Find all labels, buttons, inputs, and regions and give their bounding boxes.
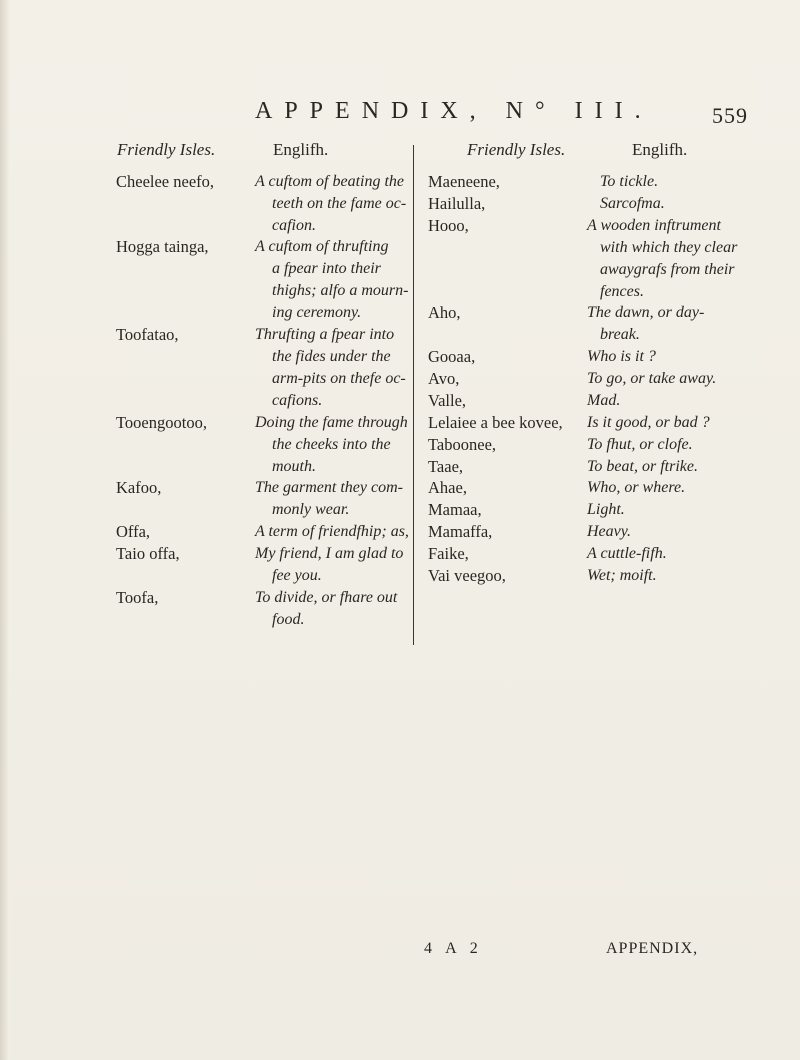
right-definition-line: A wooden inftrument [587, 217, 721, 234]
left-definition-line: cafions. [272, 392, 323, 409]
right-term: Aho, [428, 303, 461, 322]
left-definition-line: Doing the fame through [255, 414, 408, 431]
right-term: Maeneene, [428, 172, 500, 191]
right-definition-line: The dawn, or day- [587, 304, 705, 321]
right-definition-line: Light. [587, 501, 625, 518]
right-term: Hailulla, [428, 194, 486, 213]
page-gutter-shadow [0, 0, 10, 1060]
left-definition-line: monly wear. [272, 501, 350, 518]
column-divider [413, 145, 414, 645]
left-definition-line: To divide, or fhare out [255, 589, 398, 606]
left-definition-line: A cuftom of thrufting [255, 238, 389, 255]
right-term: Faike, [428, 544, 469, 563]
left-definition-line: arm-pits on thefe oc- [272, 370, 406, 387]
right-term: Ahae, [428, 478, 467, 497]
right-definition-line: awaygrafs from their [600, 261, 735, 278]
right-definition-line: A cuttle-fifh. [587, 545, 667, 562]
right-column-head-term: Friendly Isles. [467, 140, 566, 159]
right-definition-line: To tickle. [600, 173, 659, 190]
left-definition-line: My friend, I am glad to [255, 545, 404, 562]
right-column-head-english: Englifh. [632, 140, 688, 159]
left-definition-line: A term of friendfhip; as, [255, 523, 409, 540]
left-definition-line: The garment they com- [255, 479, 403, 496]
right-definition-line: To go, or take away. [587, 370, 717, 387]
left-term: Kafoo, [116, 478, 162, 497]
left-definition-line: thighs; alfo a mourn- [272, 282, 409, 299]
signature-mark: 4 A 2 [424, 940, 483, 957]
left-definition-line: mouth. [272, 458, 316, 475]
right-definition-line: with which they clear [600, 239, 738, 256]
right-definition-line: Heavy. [587, 523, 631, 540]
right-term: Vai veegoo, [428, 566, 506, 585]
left-definition-line: the cheeks into the [272, 436, 391, 453]
right-term: Valle, [428, 391, 467, 410]
left-term: Toofatao, [116, 325, 179, 344]
right-definition-line: Is it good, or bad ? [587, 414, 710, 431]
left-definition-line: the fides under the [272, 348, 391, 365]
right-term: Hooo, [428, 216, 469, 235]
running-head: APPENDIX, N° III. [255, 98, 653, 124]
left-definition-line: a fpear into their [272, 260, 381, 277]
left-column-head-english: Englifh. [273, 140, 329, 159]
right-term: Mamaffa, [428, 522, 493, 541]
right-definition-line: fences. [600, 283, 644, 300]
right-definition-line: break. [600, 326, 640, 343]
left-term: Taio offa, [116, 544, 180, 563]
left-column-head-term: Friendly Isles. [117, 140, 216, 159]
right-definition-line: Wet; moift. [587, 567, 657, 584]
left-term: Toofa, [116, 588, 159, 607]
left-definition-line: A cuftom of beating the [255, 173, 405, 190]
right-definition-line: Who, or where. [587, 479, 686, 496]
right-definition-line: Mad. [587, 392, 621, 409]
left-term: Tooengootoo, [116, 413, 207, 432]
right-definition-line: Sarcofma. [600, 195, 665, 212]
left-definition-line: ing ceremony. [272, 304, 362, 321]
right-term: Avo, [428, 369, 460, 388]
left-definition-line: Thrufting a fpear into [255, 326, 395, 343]
right-term: Taae, [428, 457, 464, 476]
right-term: Mamaa, [428, 500, 482, 519]
left-term: Hogga tainga, [116, 237, 209, 256]
right-definition-line: To fhut, or clofe. [587, 436, 693, 453]
left-term: Offa, [116, 522, 151, 541]
left-definition-line: fee you. [272, 567, 322, 584]
left-definition-line: food. [272, 611, 305, 628]
catchword: APPENDIX, [606, 940, 699, 957]
right-definition-line: To beat, or ftrike. [587, 458, 698, 475]
page-number: 559 [712, 103, 748, 128]
right-definition-line: Who is it ? [587, 348, 656, 365]
left-term: Cheelee neefo, [116, 172, 215, 191]
right-term: Lelaiee a bee kovee, [428, 413, 563, 432]
right-term: Gooaa, [428, 347, 476, 366]
left-definition-line: teeth on the fame oc- [272, 195, 407, 212]
right-term: Taboonee, [428, 435, 497, 454]
left-definition-line: cafion. [272, 217, 316, 234]
